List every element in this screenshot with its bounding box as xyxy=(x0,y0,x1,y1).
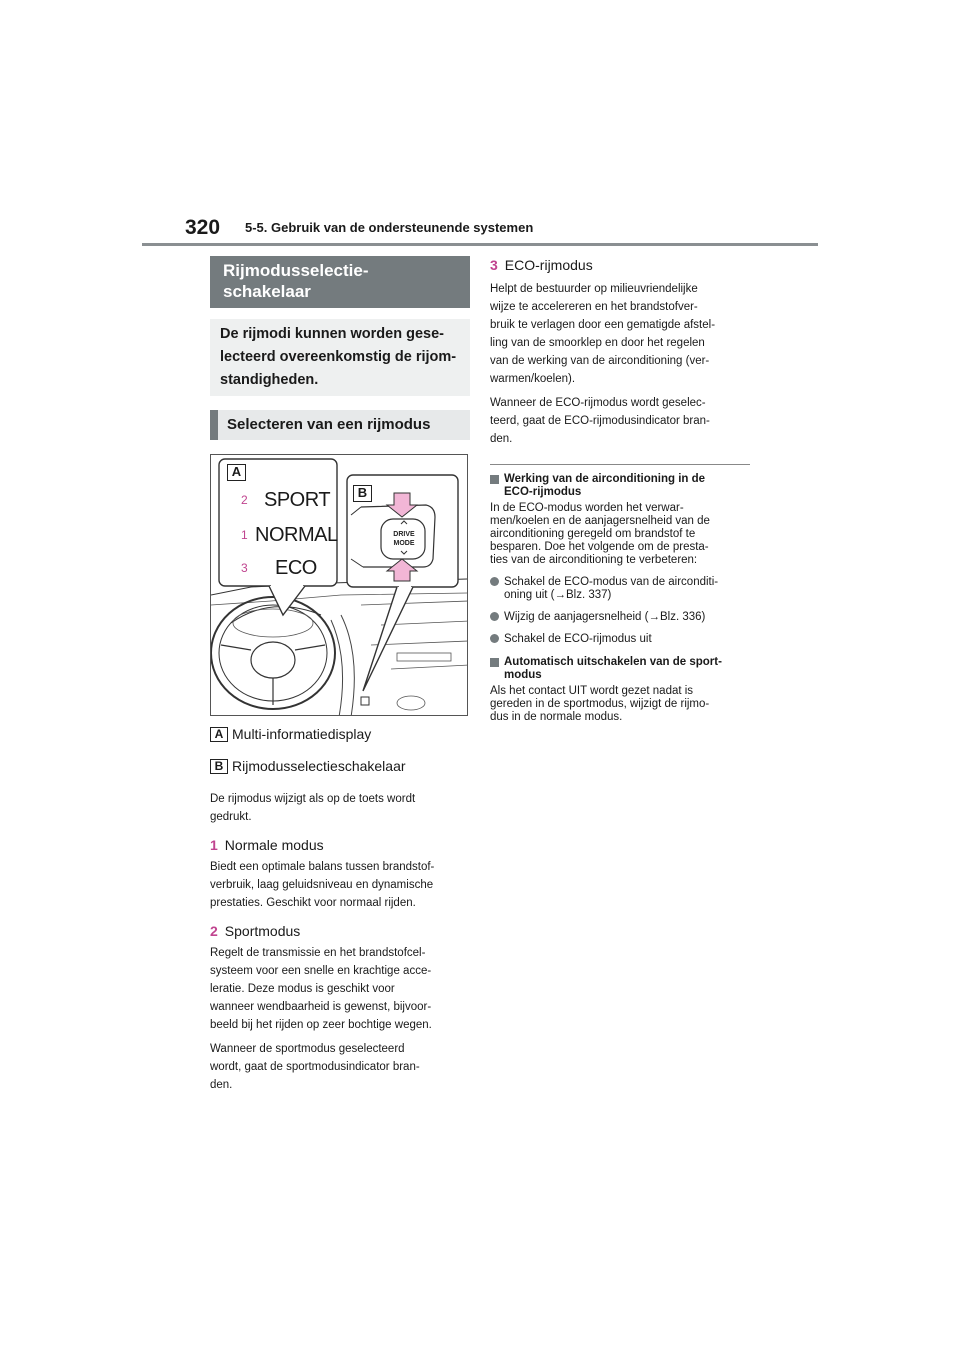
bullet-item xyxy=(490,633,750,646)
bullet-item xyxy=(490,611,750,624)
mode-number-sport: 2 xyxy=(241,493,248,507)
legend-key-a: A xyxy=(210,727,228,742)
bullet-text-1: Schakel de ECO-modus van de airconditi- oning uit (→Blz. 337) xyxy=(504,576,719,601)
intro-text: De rijmodi kunnen worden gese- lecteerd overeenkomstig de rijom- standigheden. xyxy=(220,326,457,388)
ac-text: In de ECO-modus worden het verwar- men/koelen en de aanjagersnelheid van de airconditioning geregeld om brandstof te besparen. Doe het volgende om de presta- ties van de airconditioning te verbeteren: xyxy=(490,502,710,566)
callout-b: B xyxy=(353,485,372,502)
mode3-text: Helpt de bestuurder op milieuvriendelijke wijze te accelereren en het brandstofver- bruik te verlagen door een gematigde afstel- ling van de smoorklep en door het regelen van de werking van de airconditioning (ver- warmen/koelen). xyxy=(490,283,716,385)
round-bullet-icon xyxy=(490,634,499,643)
mode2-heading xyxy=(210,922,470,940)
mode3-heading xyxy=(490,256,750,274)
press-note: De rijmodus wijzigt als op de toets wordt gedrukt. xyxy=(210,793,416,823)
square-bullet-icon xyxy=(490,475,499,484)
header-rule xyxy=(142,243,818,246)
section-divider xyxy=(490,464,750,465)
dashboard-drawing xyxy=(211,455,468,716)
mode1-heading xyxy=(210,836,470,854)
mode-label-sport: SPORT xyxy=(264,489,331,511)
mode2-text-2: Wanneer de sportmodus geselecteerd wordt, gaat de sportmodusindicator bran- den. xyxy=(210,1043,420,1091)
mode-number-normal: 1 xyxy=(241,528,248,542)
round-bullet-icon xyxy=(490,577,499,586)
mode1-title: Normale modus xyxy=(224,837,324,853)
drive-mode-illustration xyxy=(210,454,468,716)
mode-label-eco: ECO xyxy=(275,557,317,579)
callout-a: A xyxy=(227,464,246,481)
drive-mode-button-label-1: DRIVE xyxy=(393,531,415,538)
mode2-number: 2 xyxy=(210,923,218,939)
main-heading xyxy=(210,256,470,308)
legend xyxy=(210,724,470,788)
legend-key-b: B xyxy=(210,759,228,774)
sub-heading: Selecteren van een rijmodus xyxy=(210,410,470,440)
auto-text: Als het contact UIT wordt gezet nadat is gereden in de sportmodus, wijzigt de rijmo- dus in de normale modus. xyxy=(490,685,710,723)
section-title: 5-5. Gebruik van de ondersteunende systemen xyxy=(245,220,534,235)
bullet-item xyxy=(490,576,750,602)
mode3-text-2: Wanneer de ECO-rijmodus wordt geselec- teerd, gaat de ECO-rijmodusindicator bran- den. xyxy=(490,397,710,445)
mode3-number: 3 xyxy=(490,257,498,273)
mode2-text: Regelt de transmissie en het brandstofcel- systeem voor een snelle en krachtige acce- leratie. Deze modus is geschikt voor wanneer wendbaarheid is gewenst, bijvoor- beeld bij het rijden op zeer bochtige wegen. xyxy=(210,947,432,1031)
drive-mode-button-label-2: MODE xyxy=(393,540,415,547)
page-number: 320 xyxy=(185,216,221,239)
mode1-number: 1 xyxy=(210,837,218,853)
square-bullet-icon xyxy=(490,658,499,667)
legend-label-b: Rijmodusselectieschakelaar xyxy=(232,758,406,774)
mode-number-eco: 3 xyxy=(241,561,248,575)
auto-heading xyxy=(490,656,750,682)
ac-heading-text: Werking van de airconditioning in de ECO-rijmodus xyxy=(504,473,706,498)
main-heading-text: Rijmodusselectie- schakelaar xyxy=(223,261,369,301)
mode-label-normal: NORMAL xyxy=(255,524,338,546)
right-column xyxy=(490,256,750,724)
legend-label-a: Multi-informatiedisplay xyxy=(232,726,372,742)
intro-box xyxy=(210,319,470,396)
mode1-text: Biedt een optimale balans tussen brandstof- verbruik, laag geluidsniveau en dynamische prestaties. Geschikt voor normaal rijden. xyxy=(210,861,435,909)
legend-item-a xyxy=(210,724,470,756)
mode2-title: Sportmodus xyxy=(224,923,301,939)
mode3-title: ECO-rijmodus xyxy=(504,257,593,273)
auto-heading-text: Automatisch uitschakelen van de sport- modus xyxy=(504,656,722,681)
bullet-text-2: Wijzig de aanjagersnelheid (→Blz. 336) xyxy=(504,611,706,623)
ac-heading xyxy=(490,473,750,499)
legend-item-b xyxy=(210,756,470,788)
left-column xyxy=(210,256,470,1094)
bullet-text-3: Schakel de ECO-rijmodus uit xyxy=(504,633,652,645)
round-bullet-icon xyxy=(490,612,499,621)
